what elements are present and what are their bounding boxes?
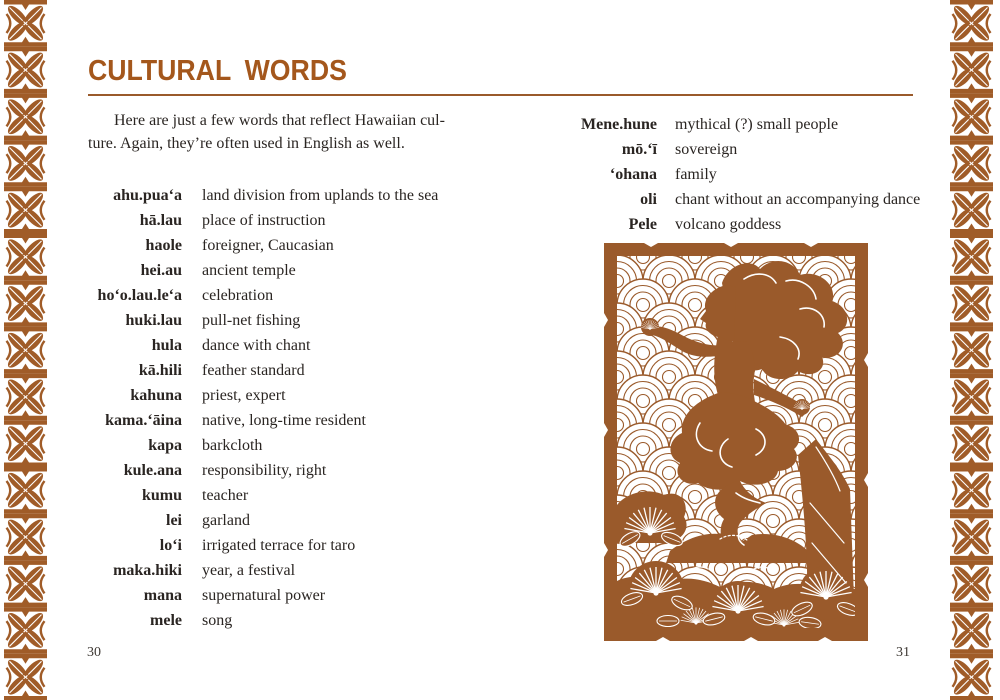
page-title: CULTURAL WORDS [88,55,347,87]
glossary-definition: pull-net fishing [202,312,301,329]
glossary-row [60,383,438,408]
glossary-term: hula [151,337,182,354]
glossary-row [540,162,920,187]
glossary-definition: family [675,166,717,183]
glossary-term: kahuna [130,387,182,404]
glossary-row [60,208,438,233]
glossary-definition: ancient temple [202,262,296,279]
glossary-row [60,533,438,558]
glossary-definition: foreigner, Caucasian [202,237,334,254]
intro-paragraph [88,109,445,155]
intro-line-2: ture. Again, they’re often used in English as well. [88,135,405,152]
glossary-term: hā.lau [139,212,182,229]
glossary-row [540,212,920,237]
glossary-term: oli [640,191,657,208]
glossary-definition: celebration [202,287,274,304]
glossary-row [540,137,920,162]
title-rule [88,94,913,96]
glossary-definition: sovereign [675,141,738,158]
glossary-term: kumu [141,487,182,504]
glossary-row [60,483,438,508]
glossary-term: ʻohana [609,166,657,183]
glossary-term: kā.hili [138,362,182,379]
glossary-definition: song [202,612,233,629]
page-number-left: 30 [87,645,101,660]
glossary-term: ahu.puaʻa [113,187,182,204]
glossary-definition: priest, expert [202,387,286,404]
glossary-definition: volcano goddess [675,216,782,233]
glossary-definition: garland [202,512,250,529]
glossary-definition: place of instruction [202,212,326,229]
glossary-term: huki.lau [125,312,182,329]
glossary-definition: chant without an accompanying dance [675,191,921,208]
glossary-term: mele [150,612,182,629]
intro-line-1: Here are just a few words that reflect Hawaiian cul- [114,112,445,129]
glossary-left [60,183,438,633]
glossary-term: kapa [148,437,182,454]
glossary-term: hoʻo.lau.leʻa [97,287,182,304]
glossary-definition: barkcloth [202,437,263,454]
glossary-row [60,558,438,583]
glossary-term: lei [166,512,182,529]
glossary-right [540,112,920,237]
glossary-definition: irrigated terrace for taro [202,537,356,554]
glossary-definition: mythical (?) small people [675,116,839,133]
glossary-row [60,433,438,458]
glossary-term: kama.ʻāina [105,412,182,429]
glossary-row [60,283,438,308]
pele-woodcut-illustration [604,243,868,641]
glossary-definition: responsibility, right [202,462,327,479]
page-number-right: 31 [896,645,910,660]
glossary-definition: native, long-time resident [202,412,366,429]
glossary-definition: teacher [202,487,249,504]
glossary-row [540,187,920,212]
glossary-term: kule.ana [123,462,182,479]
glossary-row [60,233,438,258]
glossary-row [60,333,438,358]
glossary-definition: land division from uplands to the sea [202,187,439,204]
glossary-term: mana [143,587,182,604]
glossary-term: loʻi [159,537,182,554]
glossary-row [60,608,438,633]
glossary-row [540,112,920,137]
glossary-row [60,358,438,383]
glossary-definition: year, a festival [202,562,296,579]
glossary-term: Mene.hune [581,116,657,133]
glossary-term: Pele [628,216,657,233]
glossary-row [60,408,438,433]
glossary-term: hei.au [140,262,182,279]
glossary-row [60,183,438,208]
glossary-row [60,508,438,533]
glossary-row [60,458,438,483]
glossary-term: haole [145,237,182,254]
glossary-definition: feather standard [202,362,305,379]
glossary-term: mō.ʻī [621,141,657,158]
glossary-definition: supernatural power [202,587,326,604]
glossary-row [60,258,438,283]
glossary-row [60,308,438,333]
glossary-row [60,583,438,608]
glossary-definition: dance with chant [202,337,311,354]
glossary-term: maka.hiki [113,562,182,579]
